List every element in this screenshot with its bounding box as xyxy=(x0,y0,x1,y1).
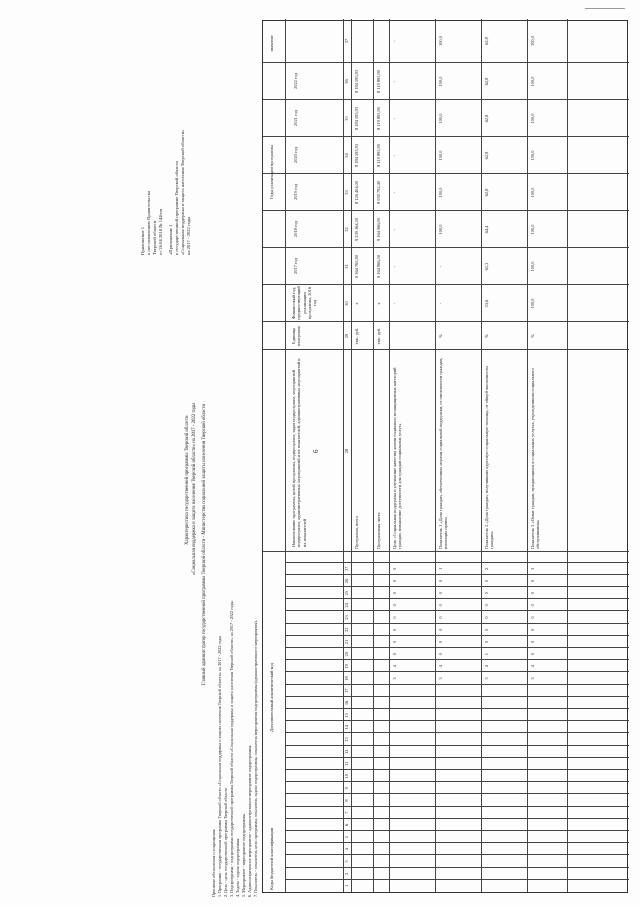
note-item: 7. Показатель - показатель цели программы, показатель задачи подпрограммы, показатель мероприятия подпрограммы (административного мероприятия). xyxy=(253,620,258,897)
row-value-2020: 62,8 xyxy=(484,151,489,160)
code-digit: 3 xyxy=(530,677,535,680)
code-digit: 0 xyxy=(484,628,489,631)
column-number: 3 xyxy=(344,860,349,863)
header-unit: Единица измерения xyxy=(291,326,301,346)
code-digit: 0 xyxy=(392,616,397,619)
page-number: 6 xyxy=(312,449,320,453)
note-item: 2. Цель - цель государственной программы Тверской области xyxy=(223,787,228,897)
code-digit: 0 xyxy=(484,579,489,583)
code-digit: 1 xyxy=(438,567,443,570)
note-item: 1. Программа - государственная программа Тверской области «Социальная поддержка и защита населения Тверской области» на 2017 - 2022 годы xyxy=(217,635,222,897)
code-digit: 4 xyxy=(484,665,489,668)
appendix-line: «Приложение 1 xyxy=(168,224,173,255)
code-digit: 0 xyxy=(530,579,535,583)
note-item: 5. Мероприятие - мероприятие подпрограммы. xyxy=(241,813,246,897)
row-value-2017: 61,3 xyxy=(484,262,489,271)
row-value-2019: - xyxy=(392,191,397,194)
column-number: 6 xyxy=(344,823,349,827)
row-value-2018: 9 164 066,00 xyxy=(376,217,381,242)
code-digit: 0 xyxy=(484,592,489,595)
header-fin-year: Финансовый год, предшествующий реализации программы, 2016 год xyxy=(291,286,318,320)
code-digit: 1 xyxy=(484,653,489,656)
row-value-2021: 62,8 xyxy=(484,114,489,123)
row-value-2017: - xyxy=(438,265,443,268)
column-number: 26 xyxy=(344,578,349,584)
row-unit: % xyxy=(484,334,489,338)
code-digit: 3 xyxy=(392,677,397,680)
column-number: 27 xyxy=(344,566,349,571)
column-number: 20 xyxy=(344,651,349,657)
column-number: 33 xyxy=(344,190,349,195)
appendix-line: на 2017 - 2022 годы xyxy=(186,216,191,255)
code-digit: 0 xyxy=(438,604,443,607)
header-year-2021: 2021 год xyxy=(293,110,298,126)
column-number: 4 xyxy=(344,848,349,851)
row-value-2020: - xyxy=(392,154,397,157)
row-target-value: - xyxy=(392,40,397,42)
row-fin-year: 100,0 xyxy=(530,298,535,309)
row-target-value: 62,8 xyxy=(484,37,489,45)
column-number: 13 xyxy=(344,737,349,742)
code-digit: 3 xyxy=(484,677,489,680)
row-value-2018: 100,0 xyxy=(438,224,443,235)
row-name: Программная часть xyxy=(376,512,381,549)
row-value-2018: 100,0 xyxy=(530,224,535,235)
row-value-2022: 100,0 xyxy=(530,76,535,87)
header-years: Годы реализации программы xyxy=(269,144,274,200)
column-number: 7 xyxy=(344,811,349,814)
row-name: Программа, всего xyxy=(354,515,359,549)
column-number: 14 xyxy=(344,725,349,730)
code-digit: 0 xyxy=(438,653,443,656)
code-digit: 0 xyxy=(438,640,443,644)
code-digit: 3 xyxy=(438,677,443,680)
column-number: 31 xyxy=(344,264,349,269)
code-digit: 4 xyxy=(530,665,535,668)
row-value-2021: 100,0 xyxy=(530,113,535,124)
header-year-2017: 2017 год xyxy=(293,258,298,274)
code-digit: 0 xyxy=(392,604,397,607)
title-line: «Социальная поддержка и защита населения Тверской области» на 2017 - 2022 годы xyxy=(192,402,197,575)
row-value-2018: 64,4 xyxy=(484,225,489,234)
note-item: 4. Задача - задача подпрограммы. xyxy=(235,837,240,897)
code-digit: 0 xyxy=(392,567,397,570)
title-line: Характеристика государственной программы Тверской области xyxy=(185,415,190,545)
row-value-2021: 8 119 895,90 xyxy=(376,107,381,130)
code-digit: 0 xyxy=(530,616,535,619)
code-digit: 0 xyxy=(484,616,489,619)
code-digit: 0 xyxy=(392,628,397,631)
row-value-2018: - xyxy=(392,228,397,231)
appendix-line: Приложение 1 xyxy=(140,226,145,255)
header-target-value: значение xyxy=(269,35,274,52)
row-value-2017: 9 164 966,50 xyxy=(376,254,381,279)
column-number: 12 xyxy=(344,749,349,754)
code-digit: 0 xyxy=(530,628,535,631)
column-number: 1 xyxy=(344,884,349,888)
row-value-2019: 100,0 xyxy=(438,187,443,198)
row-value-2018: 9 239 164,50 xyxy=(354,217,359,242)
code-digit: 0 xyxy=(392,579,397,583)
row-fin-year: - xyxy=(392,302,397,305)
column-number: 17 xyxy=(344,688,349,693)
row-value-2021: 100,0 xyxy=(438,113,443,124)
row-name: Показатель 1 «Доля граждан, обеспеченных мерами социальной поддержки, от численности граждан, имеющих право» xyxy=(438,358,449,549)
column-number: 19 xyxy=(344,664,349,669)
row-value-2020: 100,0 xyxy=(438,150,443,161)
code-digit: 0 xyxy=(438,592,443,595)
title-line: Главный администратор государственной программы Тверской области - Министерство социальной защиты населения Тверской области xyxy=(202,403,207,685)
row-value-2022: 8 184 595,93 xyxy=(354,69,359,94)
notes-header: Принятые обозначения и сокращения: xyxy=(211,828,216,897)
header-codes: Коды бюджетной классификации xyxy=(269,827,274,890)
row-target-value: 100,0 xyxy=(438,36,443,46)
row-target-value: 100,0 xyxy=(530,36,535,46)
row-value-2020: 8 119 895,90 xyxy=(376,144,381,167)
header-additional-code: Дополнительный аналитический код xyxy=(269,663,274,732)
appendix-line: «Социальная поддержка и защита населения Тверской области» xyxy=(180,129,185,255)
column-number: 10 xyxy=(344,773,349,779)
column-number: 37 xyxy=(344,38,349,44)
row-value-2019: 62,8 xyxy=(484,188,489,197)
column-number: 30 xyxy=(344,301,349,306)
column-number: 28 xyxy=(344,448,349,454)
appendix-line: к постановлению Правительства xyxy=(146,191,151,255)
column-number: 34 xyxy=(344,153,349,158)
row-name: Цель «Социальная поддержка и улучшение качества жизни социально незащищенных категорий граждан, повышение доступности для граждан социальных услуг» xyxy=(392,367,403,549)
row-value-2019: 8 126 404,00 xyxy=(354,180,359,205)
code-digit: 0 xyxy=(438,628,443,631)
column-number: 5 xyxy=(344,836,349,839)
code-digit: 2 xyxy=(484,567,489,570)
code-digit: 0 xyxy=(392,640,397,644)
row-unit: тыс. руб. xyxy=(354,327,359,345)
note-item: 3. Подпрограмма - подпрограмма государственной программы Тверской области «Социальная поддержка и защита населения Тверской области» на 2017 - 2022 годы. xyxy=(229,600,234,897)
code-digit: 0 xyxy=(530,640,535,644)
column-number: 21 xyxy=(344,639,349,645)
column-number: 24 xyxy=(344,603,349,608)
code-digit: 0 xyxy=(438,616,443,619)
row-name: Показатель 3 «Охват граждан, нуждающихся в социальных услугах, учреждениями социального обслуживания» xyxy=(530,367,541,549)
row-value-2022: 62,8 xyxy=(484,77,489,86)
header-year-2020: 2020 год xyxy=(293,147,298,163)
code-digit: 0 xyxy=(484,604,489,607)
program-table xyxy=(262,20,628,893)
header-year-2019: 2019 год xyxy=(293,184,298,200)
column-number: 18 xyxy=(344,676,349,681)
column-number: 11 xyxy=(344,761,349,767)
code-digit: 4 xyxy=(438,665,443,668)
row-unit: % xyxy=(438,334,443,338)
row-value-2020: 8 184 595,93 xyxy=(354,143,359,168)
code-digit: 0 xyxy=(392,653,397,656)
row-value-2020: 100,0 xyxy=(530,150,535,161)
code-digit: 0 xyxy=(392,592,397,595)
header-year-2022: 2022 год xyxy=(293,73,298,89)
row-value-2019: 100,0 xyxy=(530,187,535,198)
header-year-2018: 2018 год xyxy=(293,221,298,237)
code-digit: 0 xyxy=(530,653,535,656)
column-number: 2 xyxy=(344,872,349,875)
row-value-2017: 100,0 xyxy=(530,261,535,272)
column-number: 15 xyxy=(344,712,349,718)
column-number: 9 xyxy=(344,787,349,790)
row-fin-year: х xyxy=(354,302,359,305)
code-digit: 0 xyxy=(530,592,535,595)
column-number: 23 xyxy=(344,615,349,620)
appendix-line: к государственной программе Тверской области xyxy=(174,161,179,255)
column-number: 16 xyxy=(344,700,349,706)
row-unit: % xyxy=(530,334,535,338)
column-number: 25 xyxy=(344,590,349,596)
code-digit: 4 xyxy=(392,665,397,668)
row-value-2017: 9 364 765,90 xyxy=(354,254,359,279)
row-value-2022: - xyxy=(392,80,397,83)
row-value-2019: 8 059 792,40 xyxy=(376,180,381,205)
code-digit: 0 xyxy=(530,604,535,607)
code-digit: 0 xyxy=(438,579,443,583)
row-name: Показатель 2 «Доля граждан, получивших адресную социальную помощь, от общей численности граждан» xyxy=(484,366,495,549)
row-value-2017: - xyxy=(392,265,397,268)
row-value-2021: - xyxy=(392,117,397,120)
column-number: 29 xyxy=(344,333,349,339)
column-number: 22 xyxy=(344,627,349,632)
code-digit: 3 xyxy=(530,567,535,570)
header-name: Наименование программы, целей программы, подпрограмм, задач подпрограмм, мероприятий подпрограмм, административных мероприятий и их показателей, административных мероприятий и их показателей xyxy=(291,358,307,547)
appendix-line: Тверской области xyxy=(152,220,157,255)
row-value-2022: 100,0 xyxy=(438,76,443,87)
code-digit: 0 xyxy=(484,640,489,644)
row-value-2021: 8 184 595,93 xyxy=(354,106,359,131)
row-fin-year: - xyxy=(438,302,443,305)
column-number: 36 xyxy=(344,79,349,84)
row-fin-year: 53,6 xyxy=(484,299,489,308)
column-number: 35 xyxy=(344,116,349,121)
row-value-2022: 8 119 895,90 xyxy=(376,70,381,93)
appendix-line: от 26.04.2018 № 144-пп xyxy=(158,208,163,255)
note-item: 6. Административное мероприятие - административное мероприятие подпрограммы. xyxy=(247,744,252,897)
row-unit: тыс. руб. xyxy=(376,327,381,345)
column-number: 8 xyxy=(344,799,349,802)
column-number: 32 xyxy=(344,227,349,232)
row-fin-year: х xyxy=(376,302,381,305)
